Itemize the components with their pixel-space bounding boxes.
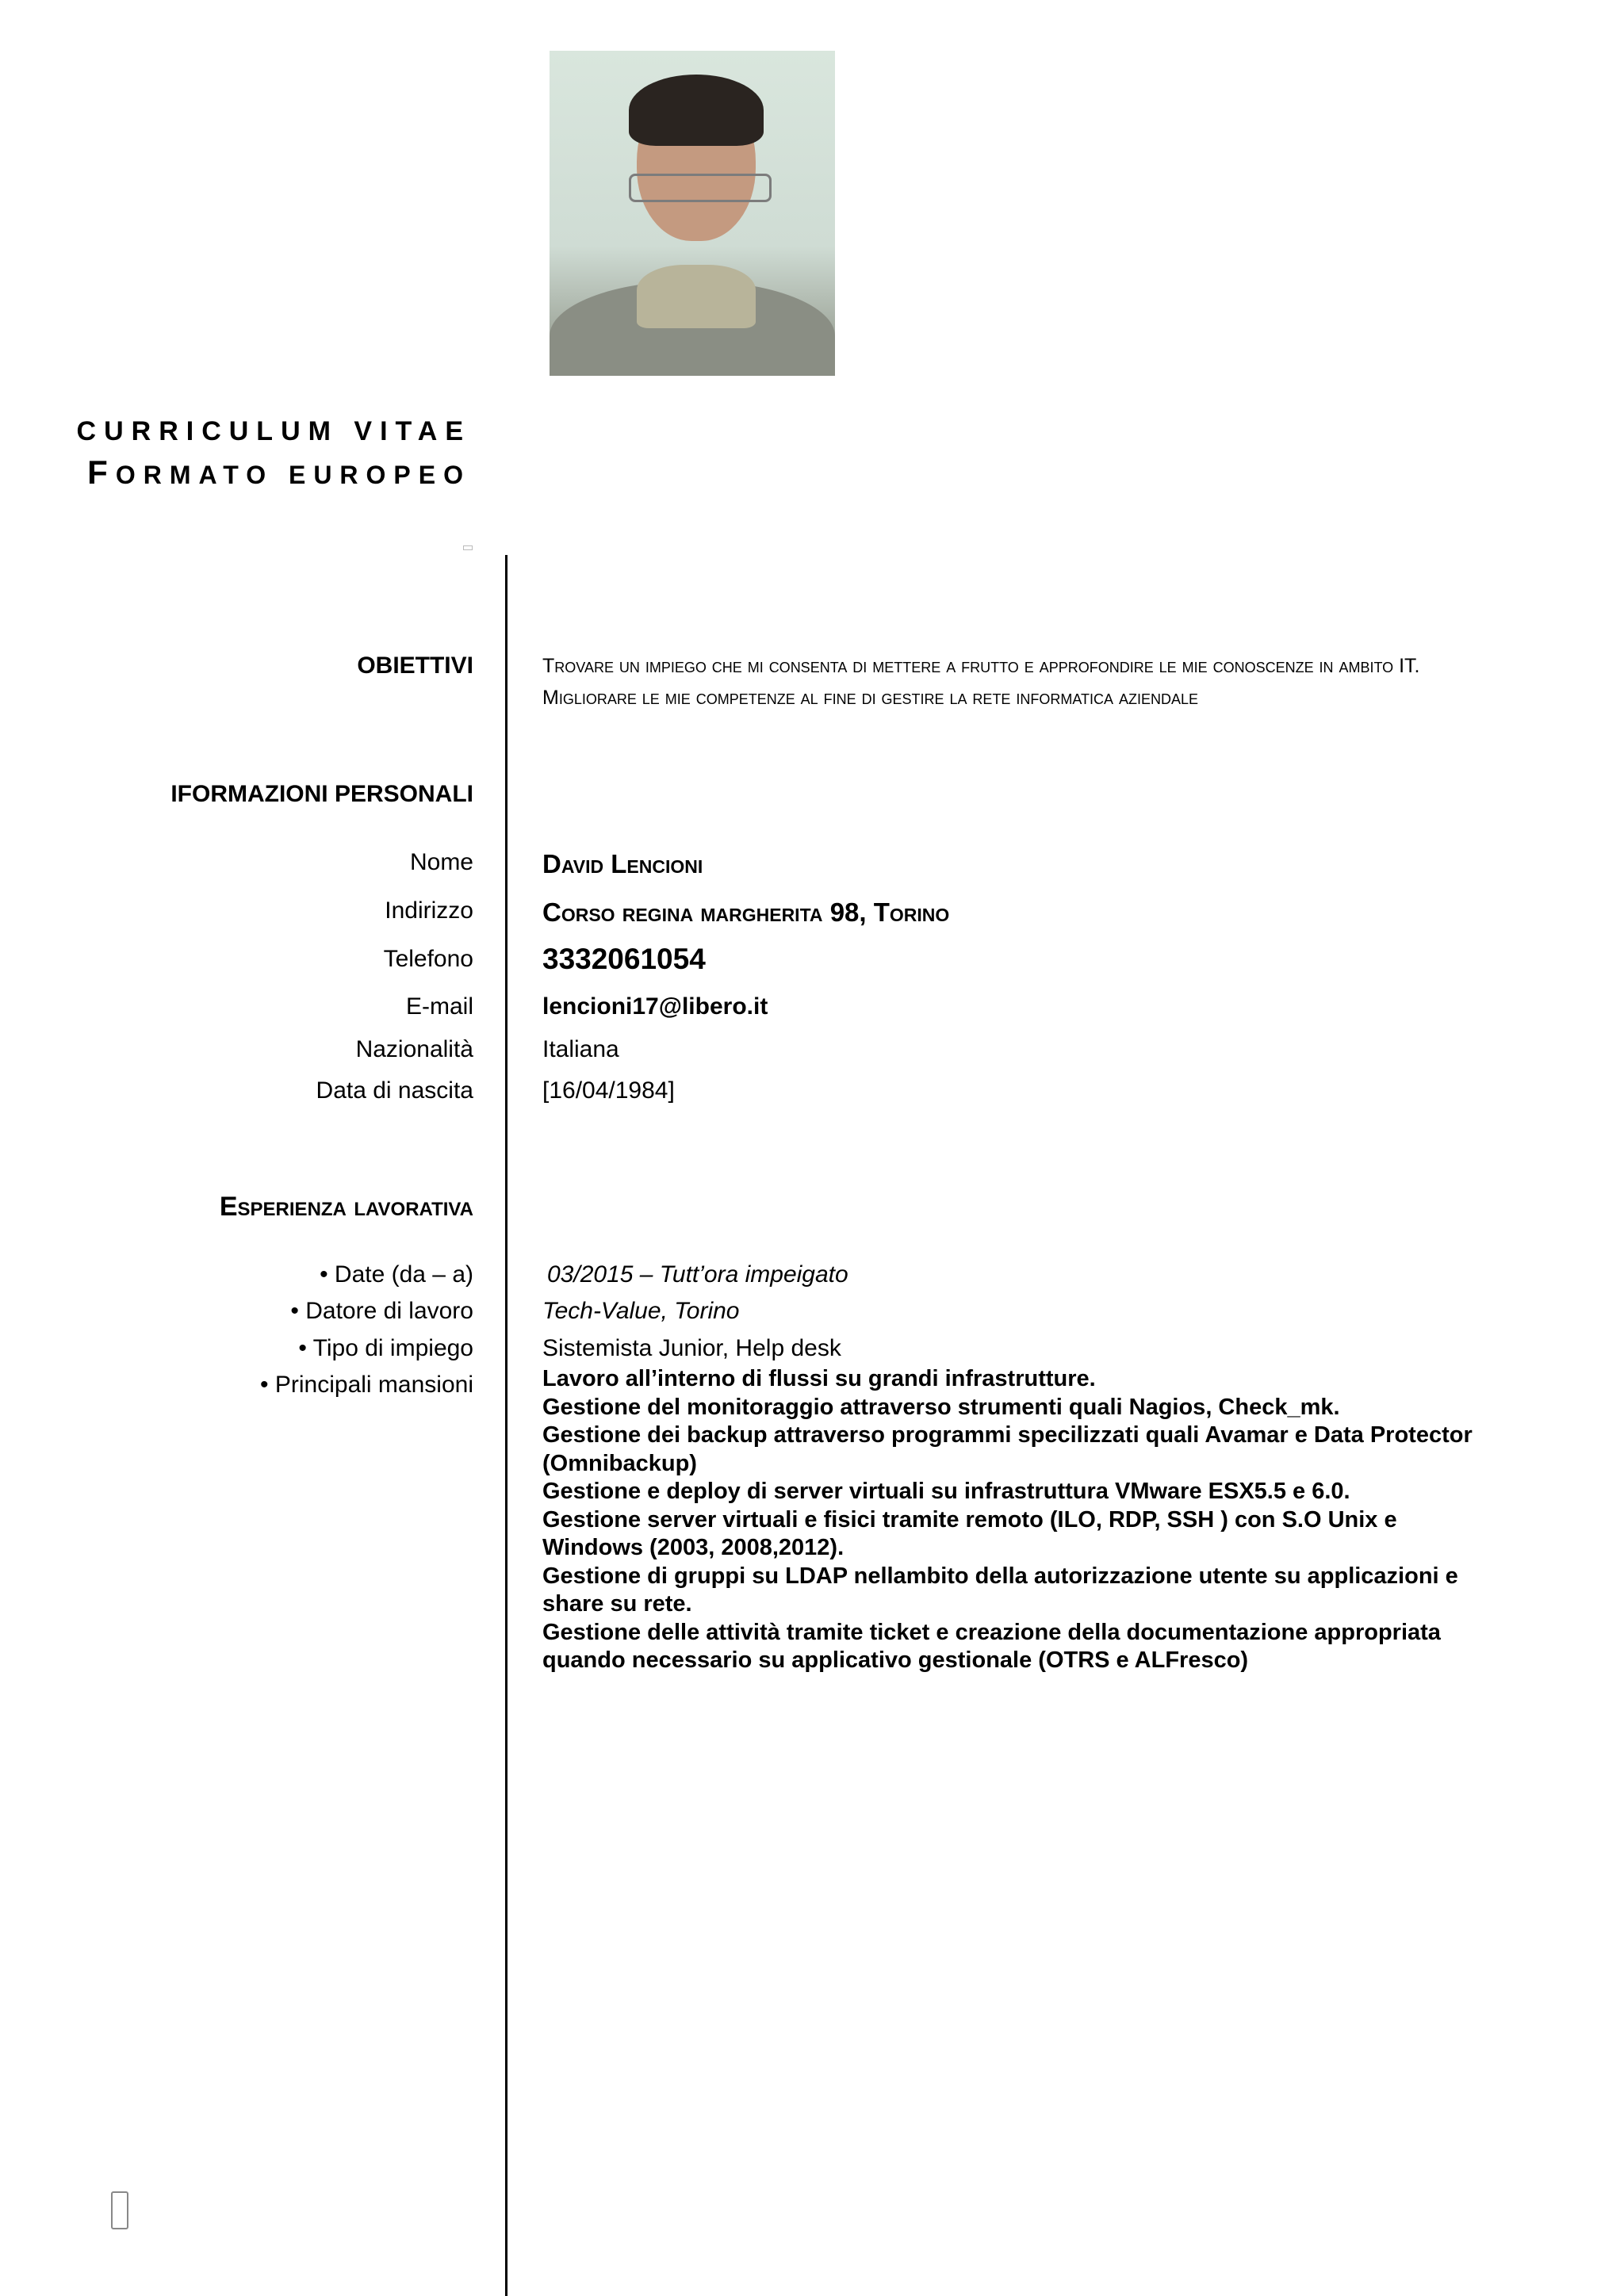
duties-label: • Principali mansioni [260,1372,473,1398]
objective-label: OBIETTIVI [357,652,473,679]
profile-photo [550,51,835,376]
job-type-label: • Tipo di impiego [298,1335,473,1361]
email-value: lencioni17@libero.it [542,993,768,1020]
small-mark [463,545,473,550]
name-value: David Lencioni [542,849,703,878]
employer-label: • Datore di lavoro [290,1298,473,1324]
name-label: Nome [409,849,473,875]
dates-value: 03/2015 – Tutt’ora impeigato [547,1261,848,1288]
cv-subtitle: FORMATO EUROPEO [87,453,471,491]
nationality-value: Italiana [542,1036,619,1062]
address-value: Corso regina margherita 98, Torino [542,897,950,927]
duty-item: Gestione delle attività tramite ticket e creazione della documentazione appropriata quando necessario su applicativo gestionale (OTRS e ALFresco) [542,1619,1441,1673]
phone-label: Telefono [383,946,473,972]
phone-value: 3332061054 [542,943,706,975]
birthdate-value: [16/04/1984] [542,1077,675,1104]
address-label: Indirizzo [385,897,473,924]
duty-item: Gestione del monitoraggio attraverso strumenti quali Nagios, Check_mk. [542,1394,1340,1420]
column-divider [505,555,508,2296]
duty-item: Gestione server virtuali e fisici tramite remoto (ILO, RDP, SSH ) con S.O Unix e Windows (2003, 2008,2012). [542,1506,1397,1560]
duty-item: Gestione dei backup attraverso programmi specilizzati quali Avamar e Data Protector (Omnibackup) [542,1422,1473,1476]
experience-label: Esperienza lavorativa [219,1192,473,1222]
email-label: E-mail [405,993,473,1020]
job-type-value: Sistemista Junior, Help desk [542,1335,841,1361]
duties-list [542,1365,1478,1675]
page-marker-icon [111,2191,128,2229]
objective-text: Trovare un impiego che mi consenta di mettere a frutto e approfondire le mie conoscenze in ambito IT. Migliorare le mie competenze al fine di gestire la rete informatica aziendale [542,655,1420,709]
personal-info-label: IFORMAZIONI PERSONALI [170,781,473,807]
dates-label: • Date (da – a) [320,1261,473,1288]
birthdate-label: Data di nascita [316,1077,473,1104]
duty-item: Gestione e deploy di server virtuali su infrastruttura VMware ESX5.5 e 6.0. [542,1479,1350,1504]
nationality-label: Nazionalità [355,1036,473,1062]
duty-item: Gestione di gruppi su LDAP nellambito della autorizzazione utente su applicazioni e share su rete. [542,1563,1458,1617]
cv-title: CURRICULUM VITAE [76,416,471,446]
duty-item: Lavoro all’interno di flussi su grandi infrastrutture. [542,1366,1096,1391]
employer-value: Tech-Value, Torino [542,1298,740,1324]
